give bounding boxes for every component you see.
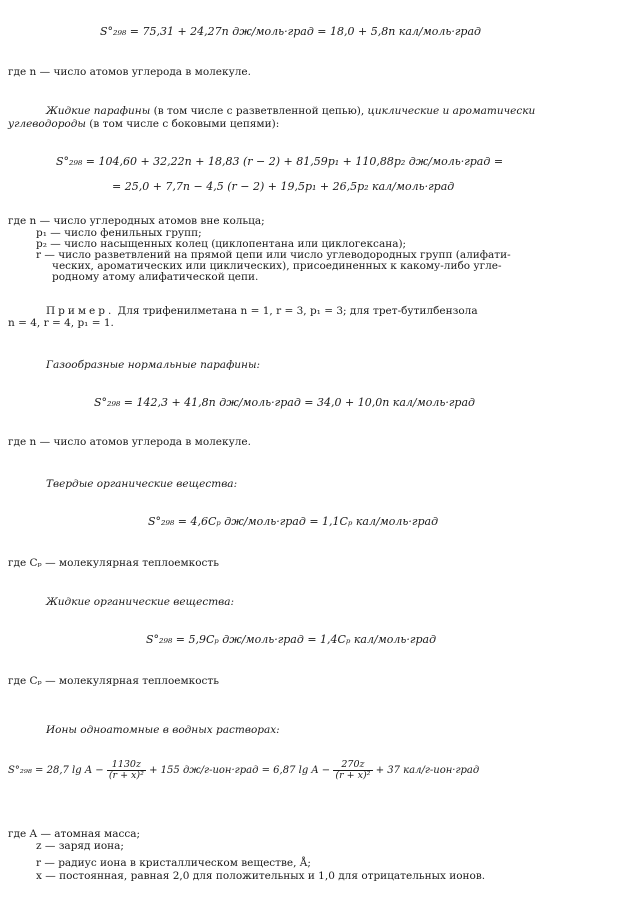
fraction-270z-denominator: (r + x)² <box>335 770 371 781</box>
example-text: Для трифенилметана n = 1, r = 3, p₁ = 3; для трет-бутилбензола <box>117 305 478 317</box>
formula-entropy-n-paraffins: S°₂₉₈ = 75,31 + 24,27n дж/моль·град = 18,0 + 5,8n кал/моль·град <box>100 25 481 38</box>
heading-liquid-paraffins <box>46 105 535 117</box>
definition-n: где n — число углеродных атомов вне кольца; <box>8 215 265 227</box>
definition-r-line1: r — число разветвлений на прямой цепи или число углеводородных групп (алифати- <box>36 249 511 261</box>
definition-ion-radius: r — радиус иона в кристаллическом веществе, Å; <box>36 857 311 869</box>
definition-r-line2: ческих, ароматических или циклических), присоединенных к какому-либо угле- <box>52 260 502 272</box>
definition-liquid-cp: где Cₚ — молекулярная теплоемкость <box>8 675 219 687</box>
formula-solid-organic: S°₂₉₈ = 4,6Cₚ дж/моль·град = 1,1Cₚ кал/моль·град <box>148 515 439 528</box>
example-label: Пример. <box>46 305 115 317</box>
fraction-270z-numerator: 270z <box>341 759 365 770</box>
heading-solid-organic: Твердые органические вещества: <box>46 478 238 490</box>
formula-ions-rhs: + 37 кал/г-ион·град <box>375 765 480 776</box>
heading-liquid-paraffins-italic2: циклические и ароматически <box>367 105 536 117</box>
definition-p2: p₂ — число насыщенных колец (циклопентана или циклогексана); <box>36 238 407 250</box>
heading-monatomic-ions: Ионы одноатомные в водных растворах: <box>46 724 280 736</box>
definition-r-line3: родному атому алифатической цепи. <box>52 271 259 283</box>
definition-atomic-mass: где A — атомная масса; <box>8 828 141 840</box>
fraction-1130z-denominator: (r + x)² <box>108 770 144 781</box>
definition-constant-x: x — постоянная, равная 2,0 для положительных и 1,0 для отрицательных ионов. <box>36 870 486 882</box>
heading-line2-italic: углеводороды <box>8 118 86 130</box>
heading-liquid-paraffins-italic: Жидкие парафины <box>46 105 151 117</box>
formula-liquid-organic: S°₂₉₈ = 5,9Cₚ дж/моль·град = 1,4Cₚ кал/моль·град <box>146 633 437 646</box>
formula-ions-mid: + 155 дж/г-ион·град = 6,87 lg A − <box>149 765 331 776</box>
formula-ions-lhs: S°₂₉₈ = 28,7 lg A − <box>8 765 104 776</box>
fraction-1130z-numerator: 1130z <box>111 759 141 770</box>
formula-liquid-paraffins-line2: = 25,0 + 7,7n − 4,5 (r − 2) + 19,5p₁ + 26,5p₂ кал/моль·град <box>112 180 455 193</box>
example-line1 <box>46 305 478 317</box>
fraction-270z <box>333 760 372 781</box>
definition-p1: p₁ — число фенильных групп; <box>36 227 202 239</box>
example-line2: n = 4, r = 4, p₁ = 1. <box>8 317 114 329</box>
heading-line2-rest: (в том числе с боковыми цепями): <box>85 118 280 130</box>
formula-gaseous-paraffins: S°₂₉₈ = 142,3 + 41,8n дж/моль·град = 34,0 + 10,0n кал/моль·град <box>94 396 475 409</box>
fraction-1130z <box>107 760 146 781</box>
heading-gaseous-paraffins: Газообразные нормальные парафины: <box>46 359 261 371</box>
definition-gaseous-n: где n — число атомов углерода в молекуле. <box>8 436 251 448</box>
definition-n-carbon-atoms: где n — число атомов углерода в молекуле. <box>8 66 251 78</box>
heading-liquid-paraffins-rest: (в том числе с разветвленной цепью), <box>150 105 368 117</box>
formula-monatomic-ions <box>8 760 479 782</box>
formula-liquid-paraffins-line1: S°₂₉₈ = 104,60 + 32,22n + 18,83 (r − 2) + 81,59p₁ + 110,88p₂ дж/моль·град = <box>56 155 504 168</box>
definition-solid-cp: где Cₚ — молекулярная теплоемкость <box>8 557 219 569</box>
definition-ion-charge: z — заряд иона; <box>36 840 124 852</box>
heading-liquid-paraffins-line2 <box>8 118 279 130</box>
heading-liquid-organic: Жидкие органические вещества: <box>46 596 235 608</box>
